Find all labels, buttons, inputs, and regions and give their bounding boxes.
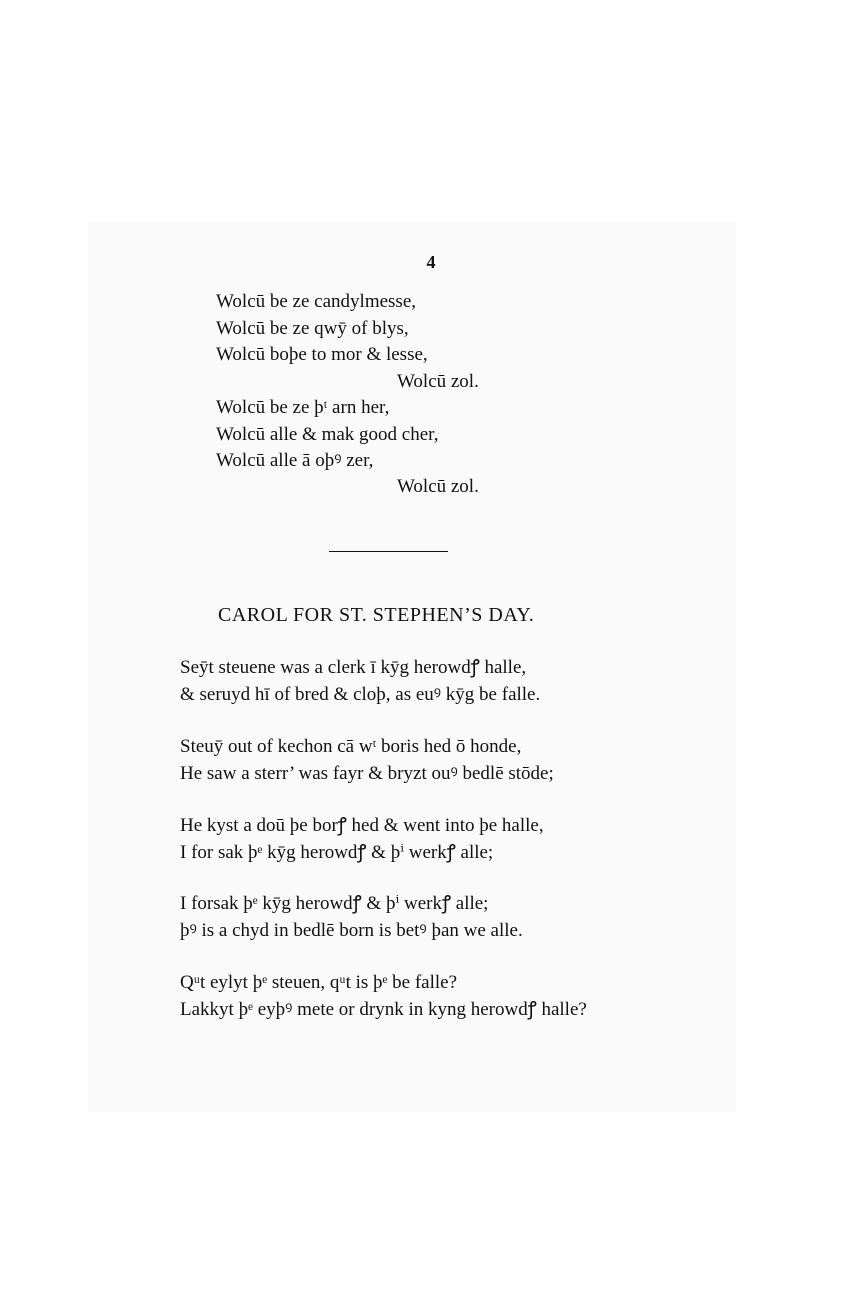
- section-divider: [329, 551, 448, 552]
- carol-title: CAROL FOR ST. STEPHEN’S DAY.: [218, 604, 535, 626]
- verse-line: He kyst a doū þe borꝭ hed & went into þe halle,: [180, 815, 544, 836]
- verse-line: Wolcū boþe to mor & lesse,: [216, 344, 428, 365]
- verse-line: Wolcū alle ā oþꝰ zer,: [216, 450, 374, 471]
- verse-line: Wolcū be ze þᵗ arn her,: [216, 397, 390, 418]
- verse-line: Wolcū alle & mak good cher,: [216, 424, 439, 445]
- verse-line: Qᵘt eylyt þᵉ steuen, qᵘt is þᵉ be falle?: [180, 972, 458, 993]
- verse-line: Steuȳ out of kechon cā wᵗ boris hed ō honde,: [180, 736, 522, 757]
- verse-line: þꝰ is a chyd in bedlē born is betꝰ þan we alle.: [180, 920, 523, 941]
- refrain-line: Wolcū zol.: [397, 371, 479, 392]
- verse-line: He saw a sterr’ was fayr & bryzt ouꝰ bedlē stōde;: [180, 763, 554, 784]
- verse-line: Seȳt steuene was a clerk ī kȳg herowdꝭ halle,: [180, 657, 527, 678]
- page-number: 4: [426, 252, 436, 272]
- verse-line: Wolcū be ze qwȳ of blys,: [216, 318, 409, 339]
- verse-line: Lakkyt þᵉ eyþꝰ mete or drynk in kyng herowdꝭ halle?: [180, 999, 587, 1020]
- verse-line: Wolcū be ze candylmesse,: [216, 291, 417, 312]
- verse-line: & seruyd hī of bred & cloþ, as euꝰ kȳg be falle.: [180, 684, 541, 705]
- verse-line: I for sak þᵉ kȳg herowdꝭ & þⁱ werkꝭ alle;: [180, 842, 494, 863]
- refrain-line: Wolcū zol.: [397, 476, 479, 497]
- verse-line: I forsak þᵉ kȳg herowdꝭ & þⁱ werkꝭ alle;: [180, 893, 489, 914]
